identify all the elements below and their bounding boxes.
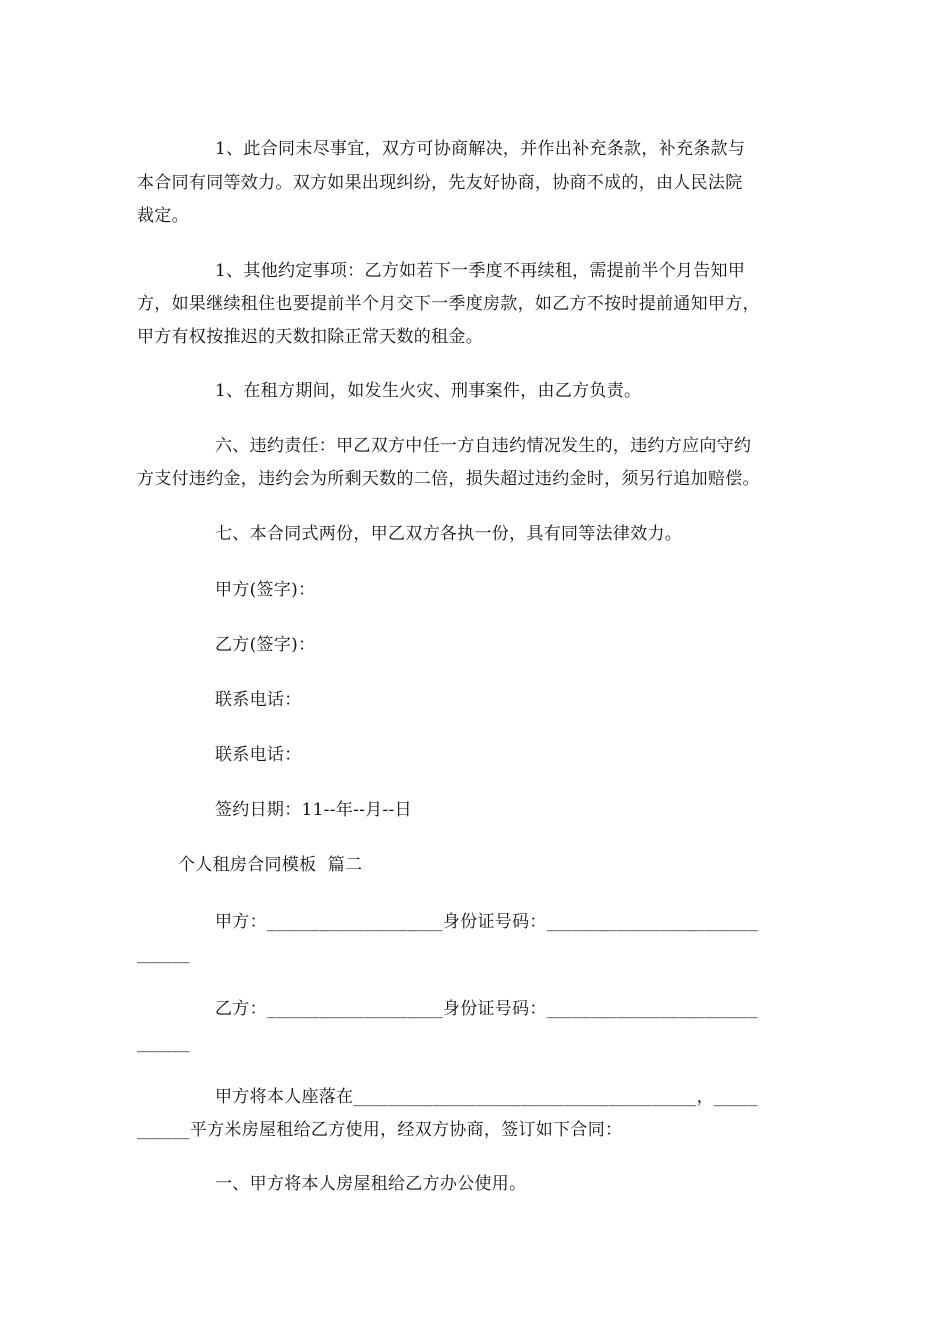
clause-breach-line-2: 方支付违约金，违约会为所剩天数的二倍，损失超过违约金时，须另行追加赔偿。 [137, 469, 760, 489]
contact-phone-b: 联系电话： [215, 745, 302, 765]
clause-supplement-line-2: 本合同有同等效力。双方如果出现纠纷，先友好协商，协商不成的，由人民法院 [137, 173, 743, 193]
clause-copies: 七、本合同式两份，甲乙双方各执一份，具有同等法律效力。 [215, 524, 683, 544]
clause-supplement-line-3: 裁定。 [137, 206, 189, 226]
clause-other-line-1: 1、其他约定事项：乙方如若下一季度不再续租，需提前半个月告知甲 [215, 261, 746, 281]
clause-breach-line-1: 六、违约责任：甲乙双方中任一方自违约情况发生的，违约方应向守约 [215, 436, 752, 456]
party-a-signature: 甲方(签字)： [215, 580, 316, 600]
party-b-id-line-cont: ______ [137, 1033, 190, 1053]
party-b-signature: 乙方(签字)： [215, 635, 316, 655]
clause-fire-liability: 1、在租方期间，如发生火灾、刑事案件，由乙方负责。 [215, 381, 642, 401]
property-location-line-2: ______平方米房屋租给乙方使用，经双方协商，签订如下合同： [137, 1120, 623, 1140]
contact-phone-a: 联系电话： [215, 690, 302, 710]
party-a-id-line: 甲方：____________________身份证号码：________________________ [215, 912, 758, 932]
clause-supplement-line-1: 1、此合同未尽事宜，双方可协商解决，并作出补充条款，补充条款与 [215, 139, 746, 159]
property-location-line-1: 甲方将本人座落在_______________________________________，_____ [215, 1087, 758, 1107]
signing-date: 签约日期：11--年--月--日 [215, 800, 412, 820]
clause-other-line-3: 甲方有权按推迟的天数扣除正常天数的租金。 [137, 327, 483, 347]
party-b-id-line: 乙方：____________________身份证号码：________________________ [215, 999, 758, 1019]
clause-one-office-use: 一、甲方将本人房屋租给乙方办公使用。 [215, 1174, 527, 1194]
clause-other-line-2: 方，如果继续租住也要提前半个月交下一季度房款，如乙方不按时提前通知甲方， [137, 294, 760, 314]
party-a-id-line-cont: ______ [137, 944, 190, 964]
section-title: 个人租房合同模板 篇二 [178, 855, 363, 875]
